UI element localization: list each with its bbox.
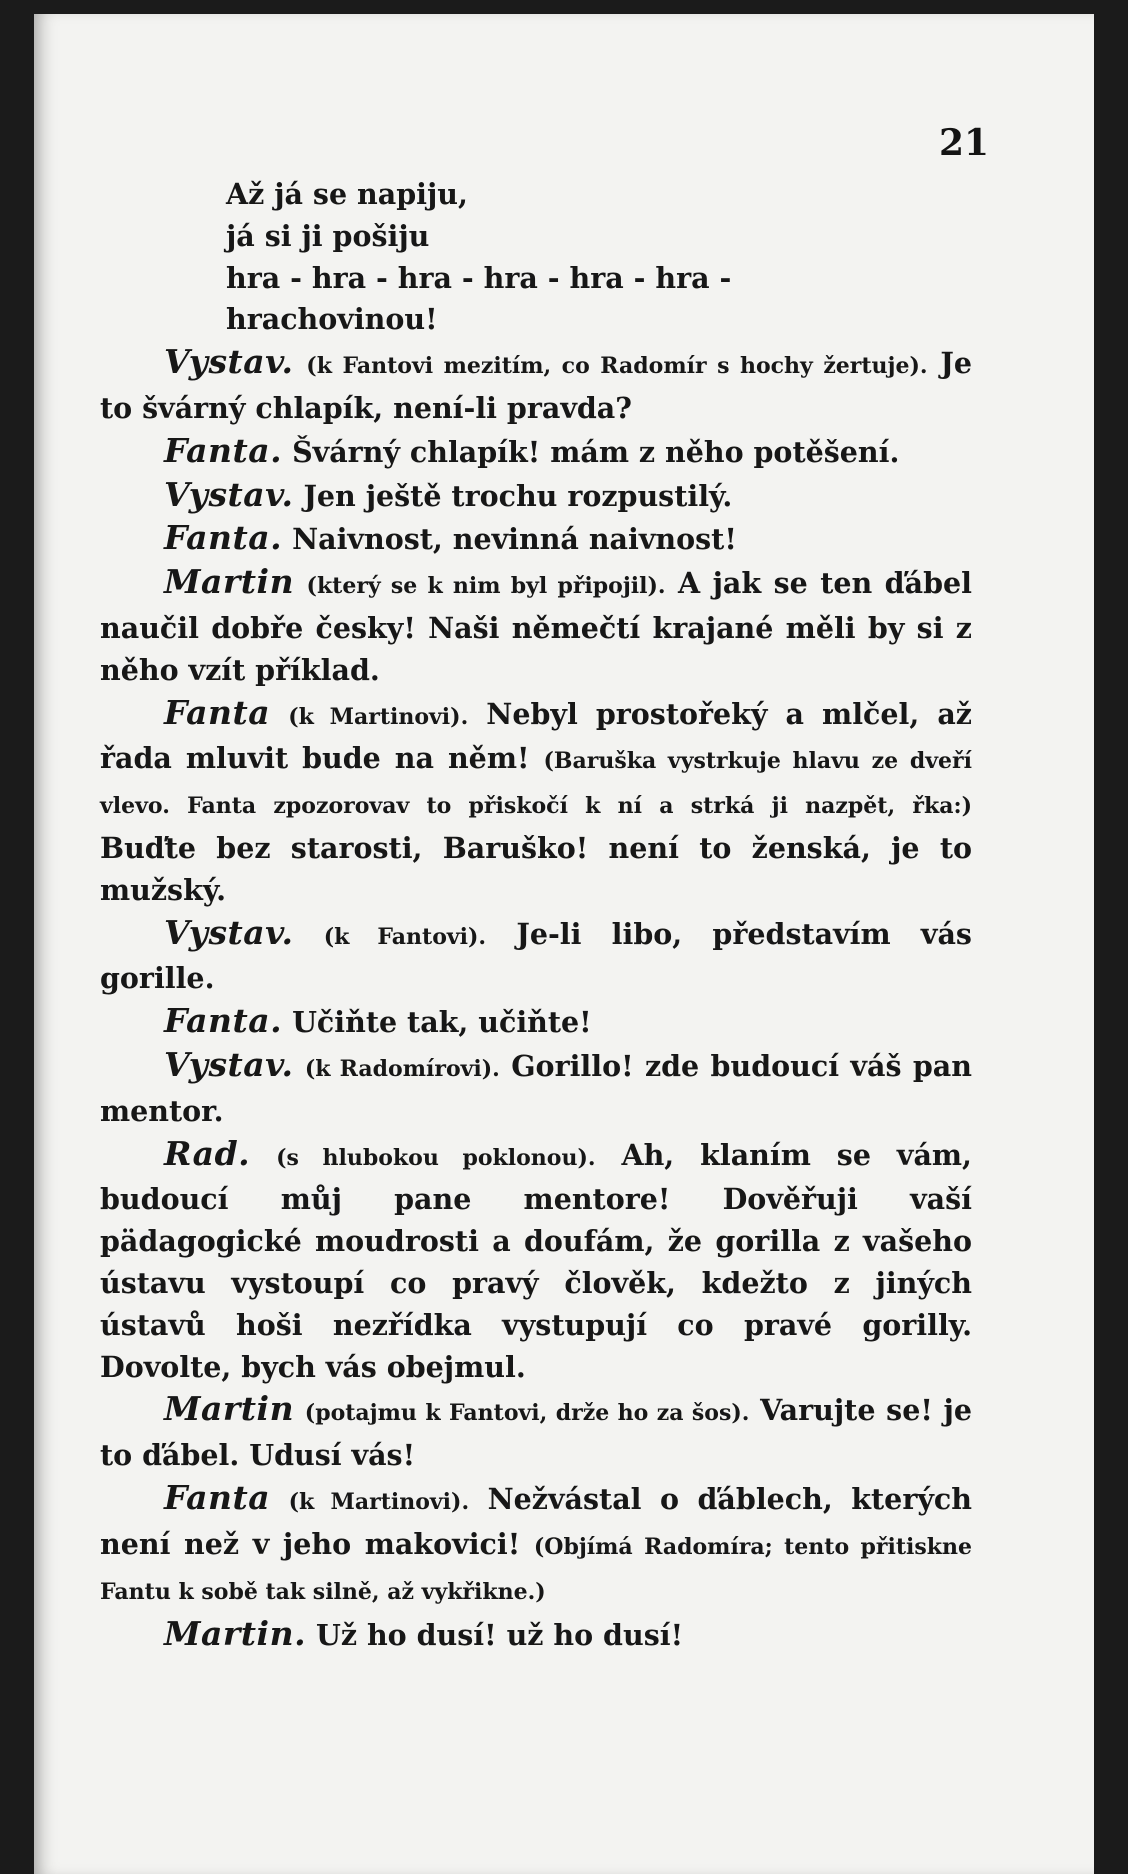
stage-direction: (k Martinovi). bbox=[288, 1488, 470, 1515]
speaker-name: Martin bbox=[164, 562, 295, 602]
dialogue-paragraph bbox=[100, 1044, 972, 1133]
dialogue-text: Je-li libo, představím vás gorille. bbox=[100, 916, 972, 996]
page-number: 21 bbox=[939, 122, 990, 164]
stage-direction: (k Fantovi mezitím, co Radomír s hochy žertuje). bbox=[306, 353, 928, 380]
stage-direction: (k Martinovi). bbox=[288, 703, 469, 730]
dialogue-paragraph bbox=[100, 692, 972, 912]
stage-direction: (Objímá Radomíra; tento přitiskne Fantu k sobě tak silně, až vykřikne.) bbox=[100, 1533, 972, 1605]
dialogue-paragraph bbox=[100, 1000, 972, 1044]
verse-block bbox=[100, 174, 972, 341]
speaker-name: Vystav. bbox=[164, 474, 294, 514]
stage-direction: (s hlubokou poklonou). bbox=[276, 1144, 596, 1171]
verse-line: Až já se napiju, bbox=[226, 177, 468, 211]
dialogue-paragraph bbox=[100, 1477, 972, 1613]
dialogue-text: A jak se ten ďábel naučil dobře česky! Naši němečtí krajané měli by si z něho vzít příklad. bbox=[100, 566, 972, 687]
speaker-name: Martin bbox=[164, 1389, 295, 1429]
dialogue-paragraph bbox=[100, 341, 972, 430]
speaker-name: Rad. bbox=[164, 1133, 251, 1173]
dialogue-paragraph bbox=[100, 561, 972, 691]
dialogue-text: Jen ještě trochu rozpustilý. bbox=[303, 478, 733, 513]
stage-direction: (k Fantovi). bbox=[323, 923, 487, 950]
speaker-name: Fanta. bbox=[164, 518, 283, 558]
dialogue-text: Švárný chlapík! mám z něho potěšení. bbox=[292, 434, 900, 469]
dialogue-text: Nebyl prostořeký a mlčel, až řada mluvit bude na něm! bbox=[100, 696, 972, 776]
dialogue-text: Naivnost, nevinná naivnost! bbox=[292, 522, 737, 557]
dialogue-paragraph bbox=[100, 1388, 972, 1477]
verse-line: hrachovinou! bbox=[226, 302, 438, 337]
dialogue-text: Učiňte tak, učiňte! bbox=[292, 1005, 592, 1040]
dialogue-text: Ah, klaním se vám, budoucí můj pane mentore! Dověřuji vaší pädagogické moudrosti a doufám, že gorilla z vašeho ústavu vystoupí co pravý člověk, kdežto z jiných ústavů hoši nezřídka vystupují co pravé gorilly. Dovolte, bych vás obejmul. bbox=[100, 1137, 972, 1384]
speaker-name: Vystav. bbox=[164, 912, 294, 952]
dialogue-text: Gorillo! zde budoucí váš pan mentor. bbox=[100, 1048, 972, 1128]
dialogue-paragraph bbox=[100, 1133, 972, 1389]
page-text bbox=[100, 174, 972, 1657]
speaker-name: Fanta bbox=[164, 692, 271, 732]
speaker-name: Vystav. bbox=[164, 342, 294, 382]
speaker-name: Fanta bbox=[164, 1477, 271, 1517]
speaker-name: Martin. bbox=[164, 1614, 307, 1654]
dialogue-text: Je to švárný chlapík, není-li pravda? bbox=[100, 346, 972, 425]
dialogue-text: Varujte se! je to ďábel. Udusí vás! bbox=[100, 1393, 972, 1473]
dialogue-text: Nežvástal o ďáblech, kterých není než v jeho makovici! bbox=[100, 1481, 972, 1561]
stage-direction: (k Radomírovi). bbox=[304, 1055, 500, 1082]
dialogue-text: Už ho dusí! už ho dusí! bbox=[316, 1618, 684, 1653]
verse-line: hra - hra - hra - hra - hra - hra - bbox=[226, 260, 732, 295]
dialogue-paragraph bbox=[100, 912, 972, 1001]
verse-line: já si ji pošiju bbox=[226, 218, 430, 253]
speaker-name: Fanta. bbox=[164, 430, 283, 470]
dialogue-paragraph bbox=[100, 1613, 972, 1657]
stage-direction: (Baruška vystrkuje hlavu ze dveří vlevo. Fanta zpozorovav to přiskočí k ní a strká ji nazpět, řka:) bbox=[100, 748, 972, 820]
speaker-name: Fanta. bbox=[164, 1001, 283, 1041]
speaker-name: Vystav. bbox=[164, 1044, 294, 1084]
stage-direction: (který se k nim byl připojil). bbox=[306, 573, 666, 600]
dialogue-paragraph bbox=[100, 517, 972, 561]
dialogue-paragraph bbox=[100, 430, 972, 474]
dialogue-paragraph bbox=[100, 474, 972, 518]
book-page bbox=[34, 14, 1094, 1874]
dialogue-text: Buďte bez starosti, Baruško! není to ženská, je to mužský. bbox=[100, 830, 972, 907]
stage-direction: (potajmu k Fantovi, drže ho za šos). bbox=[304, 1400, 750, 1427]
